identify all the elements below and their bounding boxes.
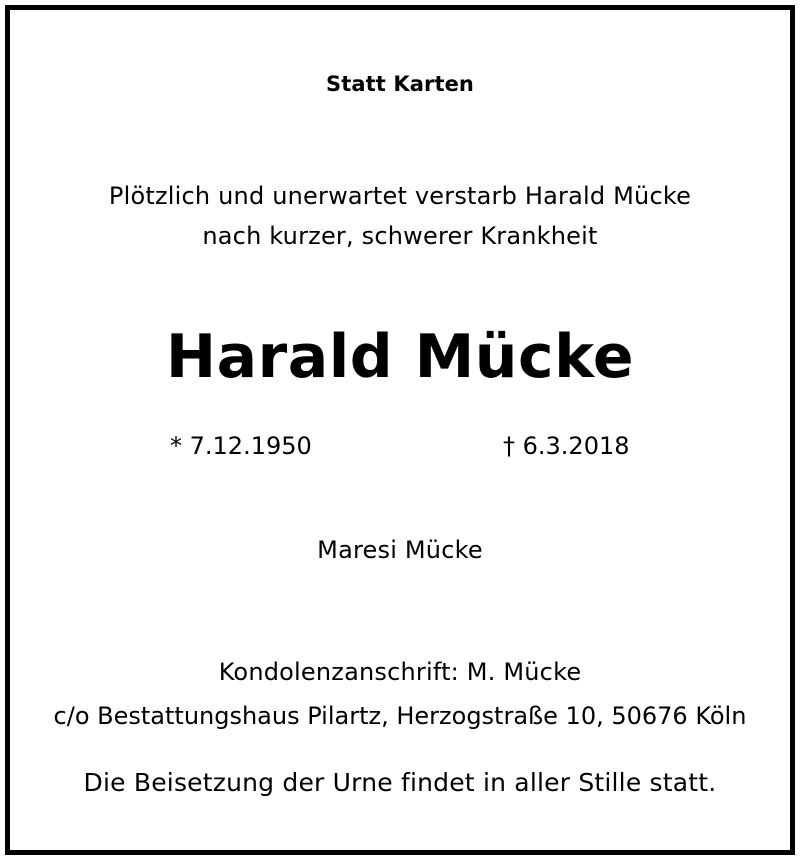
obituary-notice [5, 5, 795, 855]
deceased-name: Harald Mücke [165, 322, 635, 392]
mourner-name: Maresi Mücke [317, 536, 483, 564]
notice-header: Statt Karten [326, 72, 474, 96]
condolence-address-line-2: c/o Bestattungshaus Pilartz, Herzogstraße 10, 50676 Köln [53, 702, 747, 730]
condolence-address-line-1: Kondolenzanschrift: M. Mücke [218, 658, 582, 686]
death-date: † 6.3.2018 [503, 432, 630, 460]
birth-date: * 7.12.1950 [170, 432, 312, 460]
closing-statement: Die Beisetzung der Urne findet in aller Stille statt. [83, 768, 717, 797]
intro-text-line-1: Plötzlich und unerwartet verstarb Harald Mücke [108, 182, 692, 210]
intro-text-line-2: nach kurzer, schwerer Krankheit [202, 222, 598, 250]
